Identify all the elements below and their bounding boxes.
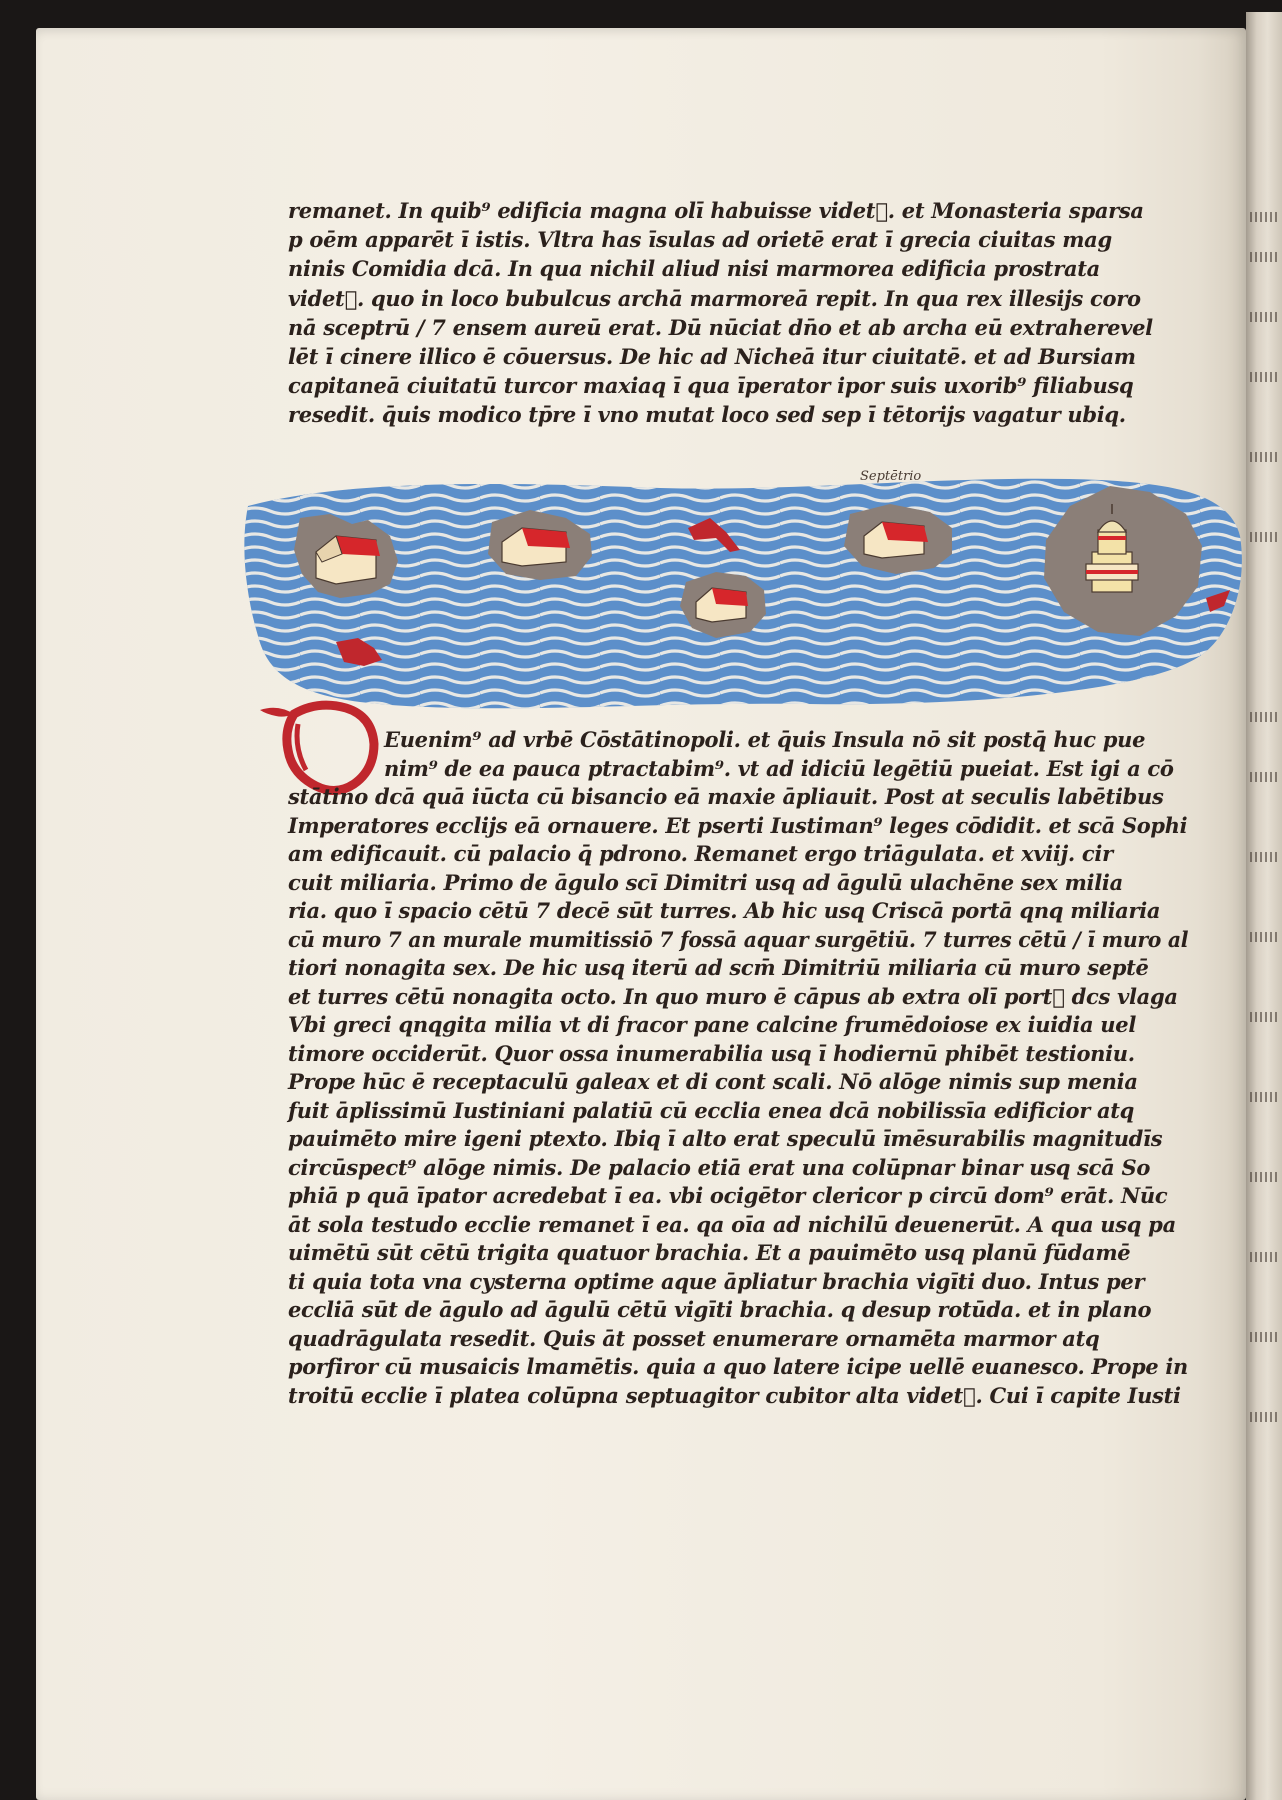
text-line: tiori nonagita sex. De hic usq iterū ad scm̄ Dimitriū miliaria cū muro septē bbox=[288, 955, 1149, 980]
text-line: porfiror cū musaicis lmamētis. quia a quo latere icipe uellē euanesco. Prope in bbox=[288, 1354, 1188, 1379]
text-line: phiā p quā īpator acredebat ī ea. vbi ocigētor clericor p circū dom⁹ erāt. Nūc bbox=[288, 1183, 1168, 1208]
text-line: nā sceptrū / 7 ensem aureū erat. Dū nūciat dn̄o et ab archa eū extraherevel bbox=[288, 314, 1153, 340]
text-line: ti quia tota vna cysterna optime aque āpliatur brachia vigīti duo. Intus per bbox=[288, 1268, 1145, 1294]
text-line: āt sola testudo ecclie remanet ī ea. qa oīa ad nichilū deuenerūt. A qua usq pa bbox=[288, 1211, 1176, 1237]
text-line: Prope hūc ē receptaculū galeax et di cont scali. Nō alōge nimis sup menia bbox=[288, 1069, 1138, 1094]
text-block-top bbox=[288, 196, 1188, 430]
islands-map-illustration bbox=[240, 466, 1248, 722]
text-line: nim⁹ de ea pauca ptractabim⁹. vt ad idiciū legētiū pueiat. Est igi a cō bbox=[384, 755, 1174, 781]
text-line: resedit. q̄uis modico tp̄re ī vno mutat loco sed sep ī tētorijs vagatur ubiq. bbox=[288, 402, 1126, 428]
text-line: eccliā sūt de āgulo ad āgulū cētū vigīti brachia. q desup rotūda. et in plano bbox=[288, 1297, 1152, 1322]
text-line: pauimēto mire igeni ptexto. Ibiq ī alto erat speculū īmēsurabilis magnitudīs bbox=[288, 1126, 1163, 1151]
text-line: Euenim⁹ ad vrbē Cōstātinopoli. et q̄uis Insula nō sit postq̄ huc pue bbox=[384, 727, 1146, 752]
island-with-chapel bbox=[680, 572, 766, 638]
text-line: Vbi greci qnqgita milia vt di fracor pane calcine frumēdoiose ex iuidia uel bbox=[288, 1012, 1137, 1037]
text-line: uimētū sūt cētū trigita quatuor brachia. Et a pauimēto usq planū fūdamē bbox=[288, 1240, 1131, 1265]
text-line: timore occiderūt. Quor ossa inumerabilia usq ī hodiernū phibēt testioniu. bbox=[288, 1040, 1135, 1066]
text-line: ninis Comidia dcā. In qua nichil aliud nisi marmorea edificia prostrata bbox=[288, 256, 1100, 282]
text-line: remanet. In quib⁹ edificia magna olī habuisse videt᷑. et Monasteria sparsa bbox=[288, 198, 1144, 223]
text-line: cū muro 7 an murale mumitissiō 7 fossā aquar surgētiū. 7 turres cētū / ī muro al bbox=[288, 926, 1189, 952]
text-line: cuit miliaria. Primo de āgulo scī Dimitri usq ad āgulū ulachēne sex milia bbox=[288, 869, 1123, 895]
text-line: capitaneā ciuitatū turcor maxiaq ī qua īperator ipor suis uxorib⁹ filiabusq bbox=[288, 373, 1134, 399]
text-line: videt᷑. quo in loco bubulcus archā marmoreā repit. In qua rex illesijs coro bbox=[288, 285, 1141, 311]
text-line: stātino dcā quā iūcta cū bisancio eā maxie āpliauit. Post at seculis labētibus bbox=[288, 784, 1164, 809]
text-line: quadrāgulata resedit. Quis āt posset enumerare ornamēta marmor atq bbox=[288, 1325, 1100, 1351]
text-line: et turres cētū nonagita octo. In quo muro ē cāpus ab extra olī port᷑ dcs vlaga bbox=[288, 983, 1178, 1009]
text-line: lēt ī cinere illico ē cōuersus. De hic ad Nicheā itur ciuitatē. et ad Bursiam bbox=[288, 343, 1136, 369]
text-line: circūspect⁹ alōge nimis. De palacio etiā erat una colūpnar binar usq scā So bbox=[288, 1154, 1151, 1180]
text-line: Imperatores ecclijs eā ornauere. Et pserti Iustiman⁹ leges cōdidit. et scā Sophi bbox=[288, 812, 1188, 838]
text-block-main bbox=[288, 726, 1188, 1410]
text-line: p oēm apparēt ī istis. Vltra has īsulas ad orietē erat ī grecia ciuitas mag bbox=[288, 227, 1112, 253]
north-label: Septētrio bbox=[860, 469, 922, 484]
adjacent-leaf-edge bbox=[1246, 12, 1282, 1800]
text-line: ria. quo ī spacio cētū 7 decē sūt turres. Ab hic usq Criscā portā qnq miliaria bbox=[288, 898, 1161, 923]
text-line: am edificauit. cū palacio q̄ pdrono. Remanet ergo triāgulata. et xviij. cir bbox=[288, 841, 1113, 866]
text-line: fuit āplissimū Iustiniani palatiū cū ecclia enea dcā nobilissīa edificior atq bbox=[288, 1097, 1135, 1123]
text-line: troitū ecclie ī platea colūpna septuagitor cubitor alta videt᷑. Cui ī capite Iusti bbox=[288, 1382, 1181, 1408]
